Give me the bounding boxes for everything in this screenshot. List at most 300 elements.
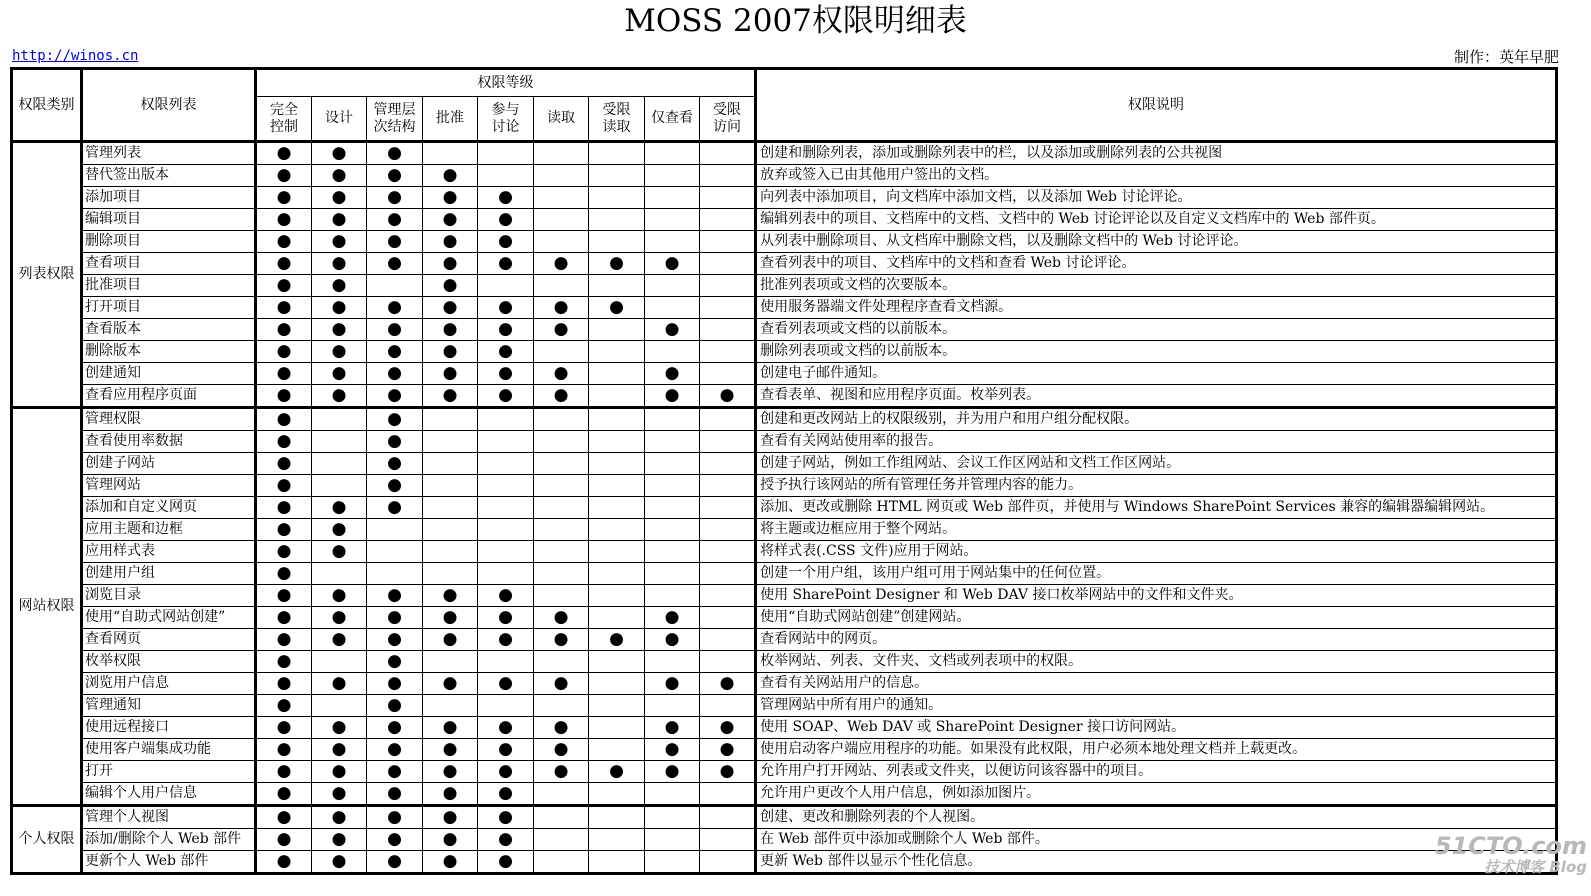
table-row: [12, 806, 1557, 829]
permission-description: 批准列表项或文档的次要版本。: [756, 275, 1557, 297]
permission-dot: ●: [423, 253, 478, 275]
table-row: [12, 717, 1557, 739]
permission-dot: ●: [534, 717, 589, 739]
permission-dot: ●: [367, 475, 423, 497]
table-row: [12, 739, 1557, 761]
permission-empty: [589, 341, 645, 363]
table-row: [12, 341, 1557, 363]
permission-empty: [534, 209, 589, 231]
permission-name: 使用客户端集成功能: [82, 739, 256, 761]
permission-dot: ●: [367, 297, 423, 319]
permission-dot: ●: [367, 187, 423, 209]
permission-name: 添加/删除个人 Web 部件: [82, 829, 256, 851]
permission-name: 管理网站: [82, 475, 256, 497]
table-row: [12, 363, 1557, 385]
permission-dot: ●: [478, 341, 534, 363]
permission-dot: ●: [312, 165, 367, 187]
permission-empty: [534, 829, 589, 851]
permission-empty: [700, 431, 756, 453]
permission-dot: ●: [423, 231, 478, 253]
table-row: [12, 253, 1557, 275]
permission-empty: [367, 519, 423, 541]
permission-dot: ●: [645, 363, 700, 385]
table-row: [12, 408, 1557, 431]
permission-empty: [534, 541, 589, 563]
permission-empty: [423, 475, 478, 497]
permission-dot: ●: [367, 431, 423, 453]
permission-dot: ●: [589, 253, 645, 275]
header-permission-level: 权限等级: [256, 69, 756, 97]
permission-description: 删除列表项或文档的以前版本。: [756, 341, 1557, 363]
permission-empty: [700, 519, 756, 541]
permission-dot: ●: [367, 629, 423, 651]
permission-dot: ●: [423, 783, 478, 806]
table-row: [12, 607, 1557, 629]
permission-dot: ●: [256, 519, 312, 541]
site-link[interactable]: http://winos.cn: [12, 48, 139, 64]
permission-dot: ●: [256, 187, 312, 209]
permission-empty: [312, 651, 367, 673]
permission-dot: ●: [367, 363, 423, 385]
permission-dot: ●: [423, 275, 478, 297]
header-level-text: 受限: [602, 101, 631, 118]
permission-dot: ●: [478, 187, 534, 209]
permission-empty: [589, 209, 645, 231]
permission-description: 查看有关网站用户的信息。: [756, 673, 1557, 695]
permission-dot: ●: [256, 717, 312, 739]
permission-dot: ●: [256, 829, 312, 851]
permission-empty: [645, 275, 700, 297]
permission-empty: [534, 563, 589, 585]
permission-name: 删除版本: [82, 341, 256, 363]
permission-description: 管理网站中所有用户的通知。: [756, 695, 1557, 717]
permission-dot: ●: [367, 673, 423, 695]
permission-empty: [478, 408, 534, 431]
permission-dot: ●: [256, 209, 312, 231]
permission-dot: ●: [367, 341, 423, 363]
permission-name: 打开: [82, 761, 256, 783]
permission-empty: [645, 209, 700, 231]
permission-dot: ●: [256, 607, 312, 629]
permission-dot: ●: [256, 629, 312, 651]
permission-empty: [700, 253, 756, 275]
permission-empty: [700, 231, 756, 253]
permission-dot: ●: [645, 253, 700, 275]
header-level-text: 读取: [602, 118, 631, 135]
table-row: [12, 431, 1557, 453]
header-level-6: [534, 97, 589, 142]
permission-empty: [700, 142, 756, 165]
permission-empty: [700, 829, 756, 851]
permission-dot: ●: [367, 585, 423, 607]
permission-empty: [478, 695, 534, 717]
permission-name: 查看版本: [82, 319, 256, 341]
permission-empty: [423, 408, 478, 431]
permission-empty: [589, 695, 645, 717]
permission-dot: ●: [534, 253, 589, 275]
permission-dot: ●: [423, 761, 478, 783]
permission-dot: ●: [312, 851, 367, 874]
permission-empty: [700, 563, 756, 585]
table-row: [12, 673, 1557, 695]
permission-dot: ●: [312, 673, 367, 695]
permission-empty: [534, 231, 589, 253]
permission-dot: ●: [312, 253, 367, 275]
permission-empty: [478, 142, 534, 165]
permission-description: 使用启动客户端应用程序的功能。如果没有此权限，用户必须本地处理文档并上载更改。: [756, 739, 1557, 761]
permission-empty: [589, 783, 645, 806]
header-level-8: [645, 97, 700, 142]
permission-dot: ●: [423, 607, 478, 629]
permission-empty: [589, 475, 645, 497]
permission-dot: ●: [256, 806, 312, 829]
permission-dot: ●: [645, 629, 700, 651]
permission-empty: [367, 541, 423, 563]
watermark-line2: 技术博客 Blog: [1484, 858, 1587, 876]
permission-dot: ●: [645, 385, 700, 408]
permission-dot: ●: [423, 319, 478, 341]
permission-dot: ●: [589, 629, 645, 651]
permission-description: 向列表中添加项目，向文档库中添加文档，以及添加 Web 讨论评论。: [756, 187, 1557, 209]
permission-empty: [700, 209, 756, 231]
permission-empty: [589, 363, 645, 385]
permission-dot: ●: [256, 275, 312, 297]
permission-dot: ●: [367, 319, 423, 341]
permission-dot: ●: [423, 187, 478, 209]
permission-empty: [645, 783, 700, 806]
permission-empty: [589, 651, 645, 673]
permission-name: 枚举权限: [82, 651, 256, 673]
permission-dot: ●: [256, 431, 312, 453]
permission-empty: [478, 275, 534, 297]
permission-dot: ●: [367, 851, 423, 874]
permission-description: 创建一个用户组，该用户组可用于网站集中的任何位置。: [756, 563, 1557, 585]
permission-name: 查看使用率数据: [82, 431, 256, 453]
header-description: 权限说明: [756, 69, 1557, 142]
permission-dot: ●: [367, 453, 423, 475]
permission-name: 浏览用户信息: [82, 673, 256, 695]
permission-dot: ●: [256, 541, 312, 563]
permission-name: 创建用户组: [82, 563, 256, 585]
permission-name: 管理通知: [82, 695, 256, 717]
table-row: [12, 651, 1557, 673]
permission-empty: [589, 319, 645, 341]
permission-dot: ●: [367, 231, 423, 253]
permission-name: 创建通知: [82, 363, 256, 385]
permission-dot: ●: [423, 297, 478, 319]
permission-dot: ●: [312, 585, 367, 607]
permission-empty: [312, 475, 367, 497]
permission-dot: ●: [312, 717, 367, 739]
permission-empty: [645, 297, 700, 319]
permission-dot: ●: [423, 363, 478, 385]
permission-dot: ●: [700, 717, 756, 739]
permission-empty: [534, 851, 589, 874]
permission-dot: ●: [367, 829, 423, 851]
permission-empty: [478, 431, 534, 453]
permission-description: 查看列表中的项目、文档库中的文档和查看 Web 讨论评论。: [756, 253, 1557, 275]
permission-dot: ●: [256, 385, 312, 408]
permission-description: 授予执行该网站的所有管理任务并管理内容的能力。: [756, 475, 1557, 497]
table-row: [12, 629, 1557, 651]
permission-empty: [645, 851, 700, 874]
permission-dot: ●: [534, 607, 589, 629]
header-level-1: [256, 97, 312, 142]
permission-empty: [700, 783, 756, 806]
permission-dot: ●: [589, 761, 645, 783]
permission-empty: [645, 431, 700, 453]
permission-description: 创建子网站，例如工作组网站、会议工作区网站和文档工作区网站。: [756, 453, 1557, 475]
permission-empty: [423, 142, 478, 165]
permission-empty: [534, 497, 589, 519]
permission-empty: [700, 851, 756, 874]
permission-dot: ●: [478, 297, 534, 319]
permission-empty: [589, 585, 645, 607]
permission-name: 批准项目: [82, 275, 256, 297]
header-level-text: 访问: [713, 118, 742, 135]
permission-dot: ●: [367, 739, 423, 761]
permission-empty: [700, 541, 756, 563]
permission-empty: [423, 695, 478, 717]
category-cell: 个人权限: [12, 806, 82, 874]
header-level-text: 设计: [325, 110, 353, 126]
permission-dot: ●: [478, 209, 534, 231]
permission-empty: [700, 297, 756, 319]
permission-empty: [534, 475, 589, 497]
permission-empty: [645, 408, 700, 431]
permission-dot: ●: [423, 165, 478, 187]
permission-dot: ●: [478, 385, 534, 408]
permission-name: 添加和自定义网页: [82, 497, 256, 519]
permission-name: 应用样式表: [82, 541, 256, 563]
permission-description: 将样式表(.CSS 文件)应用于网站。: [756, 541, 1557, 563]
table-row: [12, 761, 1557, 783]
table-row: [12, 231, 1557, 253]
permission-description: 使用 SOAP、Web DAV 或 SharePoint Designer 接口访问网站。: [756, 717, 1557, 739]
permission-empty: [423, 519, 478, 541]
permission-empty: [589, 851, 645, 874]
permission-dot: ●: [478, 673, 534, 695]
table-row: [12, 142, 1557, 165]
permission-dot: ●: [256, 341, 312, 363]
permission-empty: [589, 385, 645, 408]
permission-empty: [645, 453, 700, 475]
permission-name: 删除项目: [82, 231, 256, 253]
table-row: [12, 319, 1557, 341]
permission-dot: ●: [700, 673, 756, 695]
permission-empty: [645, 541, 700, 563]
category-cell: 列表权限: [12, 142, 82, 408]
permission-empty: [700, 275, 756, 297]
permission-dot: ●: [423, 629, 478, 651]
permission-dot: ●: [423, 851, 478, 874]
table-row: [12, 275, 1557, 297]
permission-dot: ●: [423, 829, 478, 851]
permission-dot: ●: [367, 385, 423, 408]
permission-empty: [423, 541, 478, 563]
permission-empty: [589, 519, 645, 541]
permission-empty: [534, 341, 589, 363]
permission-empty: [589, 275, 645, 297]
permission-dot: ●: [256, 739, 312, 761]
permission-dot: ●: [589, 297, 645, 319]
permission-name: 查看应用程序页面: [82, 385, 256, 408]
permission-name: 管理列表: [82, 142, 256, 165]
permission-empty: [534, 275, 589, 297]
permission-empty: [700, 585, 756, 607]
permission-dot: ●: [478, 783, 534, 806]
permission-empty: [645, 806, 700, 829]
permission-empty: [478, 541, 534, 563]
permission-dot: ●: [256, 165, 312, 187]
permission-dot: ●: [312, 231, 367, 253]
permission-empty: [700, 165, 756, 187]
permission-description: 创建和更改网站上的权限级别，并为用户和用户组分配权限。: [756, 408, 1557, 431]
permission-description: 允许用户打开网站、列表或文件夹，以便访问该容器中的项目。: [756, 761, 1557, 783]
permission-empty: [645, 341, 700, 363]
permission-empty: [312, 453, 367, 475]
category-cell: 网站权限: [12, 408, 82, 806]
permission-empty: [645, 142, 700, 165]
permission-name: 添加项目: [82, 187, 256, 209]
table-row: [12, 829, 1557, 851]
permission-empty: [700, 607, 756, 629]
permission-dot: ●: [534, 363, 589, 385]
permission-empty: [589, 187, 645, 209]
permission-dot: ●: [423, 673, 478, 695]
permission-dot: ●: [645, 717, 700, 739]
permission-dot: ●: [256, 851, 312, 874]
permission-empty: [534, 519, 589, 541]
permission-name: 创建子网站: [82, 453, 256, 475]
permission-description: 使用服务器端文件处理程序查看文档源。: [756, 297, 1557, 319]
permission-empty: [589, 563, 645, 585]
permission-dot: ●: [312, 319, 367, 341]
permission-empty: [478, 453, 534, 475]
permission-dot: ●: [534, 297, 589, 319]
permission-dot: ●: [423, 717, 478, 739]
permission-dot: ●: [256, 673, 312, 695]
permission-dot: ●: [478, 629, 534, 651]
permission-empty: [589, 739, 645, 761]
permission-empty: [589, 453, 645, 475]
permission-empty: [534, 408, 589, 431]
permission-empty: [700, 453, 756, 475]
table-row: [12, 541, 1557, 563]
permission-description: 放弃或签入已由其他用户签出的文档。: [756, 165, 1557, 187]
table-row: [12, 783, 1557, 806]
permission-empty: [645, 695, 700, 717]
permission-dot: ●: [534, 739, 589, 761]
header-level-text: 讨论: [491, 118, 520, 135]
permission-dot: ●: [423, 341, 478, 363]
permission-dot: ●: [256, 651, 312, 673]
permission-empty: [534, 585, 589, 607]
permission-name: 打开项目: [82, 297, 256, 319]
permission-empty: [645, 187, 700, 209]
permission-empty: [423, 453, 478, 475]
permission-dot: ●: [478, 829, 534, 851]
permission-empty: [645, 829, 700, 851]
permission-dot: ●: [478, 253, 534, 275]
permission-dot: ●: [256, 408, 312, 431]
permission-dot: ●: [312, 541, 367, 563]
permission-dot: ●: [312, 275, 367, 297]
permission-empty: [589, 142, 645, 165]
permission-dot: ●: [256, 585, 312, 607]
permission-dot: ●: [312, 142, 367, 165]
permission-description: 更新 Web 部件以显示个性化信息。: [756, 851, 1557, 874]
permission-dot: ●: [478, 231, 534, 253]
permission-dot: ●: [700, 739, 756, 761]
table-row: [12, 209, 1557, 231]
permission-dot: ●: [312, 629, 367, 651]
permission-name: 替代签出版本: [82, 165, 256, 187]
permission-empty: [700, 363, 756, 385]
table-row: [12, 385, 1557, 408]
permission-dot: ●: [367, 607, 423, 629]
header-permission-list: 权限列表: [82, 69, 256, 142]
header-level-text: 完全: [270, 101, 298, 118]
permission-description: 将主题或边框应用于整个网站。: [756, 519, 1557, 541]
permission-dot: ●: [256, 231, 312, 253]
permission-description: 使用“自助式网站创建”创建网站。: [756, 607, 1557, 629]
permission-empty: [700, 408, 756, 431]
header-level-5: [478, 97, 534, 142]
permission-empty: [534, 453, 589, 475]
permission-dot: ●: [312, 829, 367, 851]
permission-empty: [423, 563, 478, 585]
permission-empty: [589, 497, 645, 519]
permission-dot: ●: [312, 783, 367, 806]
permission-empty: [700, 341, 756, 363]
permission-empty: [700, 629, 756, 651]
permission-dot: ●: [478, 739, 534, 761]
permission-dot: ●: [478, 607, 534, 629]
permission-name: 管理权限: [82, 408, 256, 431]
permission-dot: ●: [367, 209, 423, 231]
table-row: [12, 187, 1557, 209]
permission-empty: [312, 563, 367, 585]
table-row: [12, 519, 1557, 541]
permission-empty: [478, 563, 534, 585]
permission-empty: [645, 585, 700, 607]
permission-description: 允许用户更改个人用户信息，例如添加图片。: [756, 783, 1557, 806]
permission-dot: ●: [312, 519, 367, 541]
permission-empty: [700, 695, 756, 717]
header-level-2: [312, 97, 367, 142]
header-level-text: 受限: [713, 101, 742, 118]
permission-dot: ●: [478, 363, 534, 385]
permission-dot: ●: [367, 806, 423, 829]
permission-empty: [645, 651, 700, 673]
permission-dot: ●: [256, 142, 312, 165]
permission-dot: ●: [367, 651, 423, 673]
permission-dot: ●: [367, 408, 423, 431]
table-row: [12, 585, 1557, 607]
permission-dot: ●: [256, 695, 312, 717]
permission-name: 应用主题和边框: [82, 519, 256, 541]
permission-name: 使用“自助式网站创建”: [82, 607, 256, 629]
permission-empty: [478, 475, 534, 497]
permission-dot: ●: [534, 385, 589, 408]
permission-empty: [645, 231, 700, 253]
permission-dot: ●: [367, 497, 423, 519]
permission-empty: [589, 717, 645, 739]
permission-dot: ●: [478, 585, 534, 607]
permission-empty: [645, 165, 700, 187]
permission-dot: ●: [256, 497, 312, 519]
